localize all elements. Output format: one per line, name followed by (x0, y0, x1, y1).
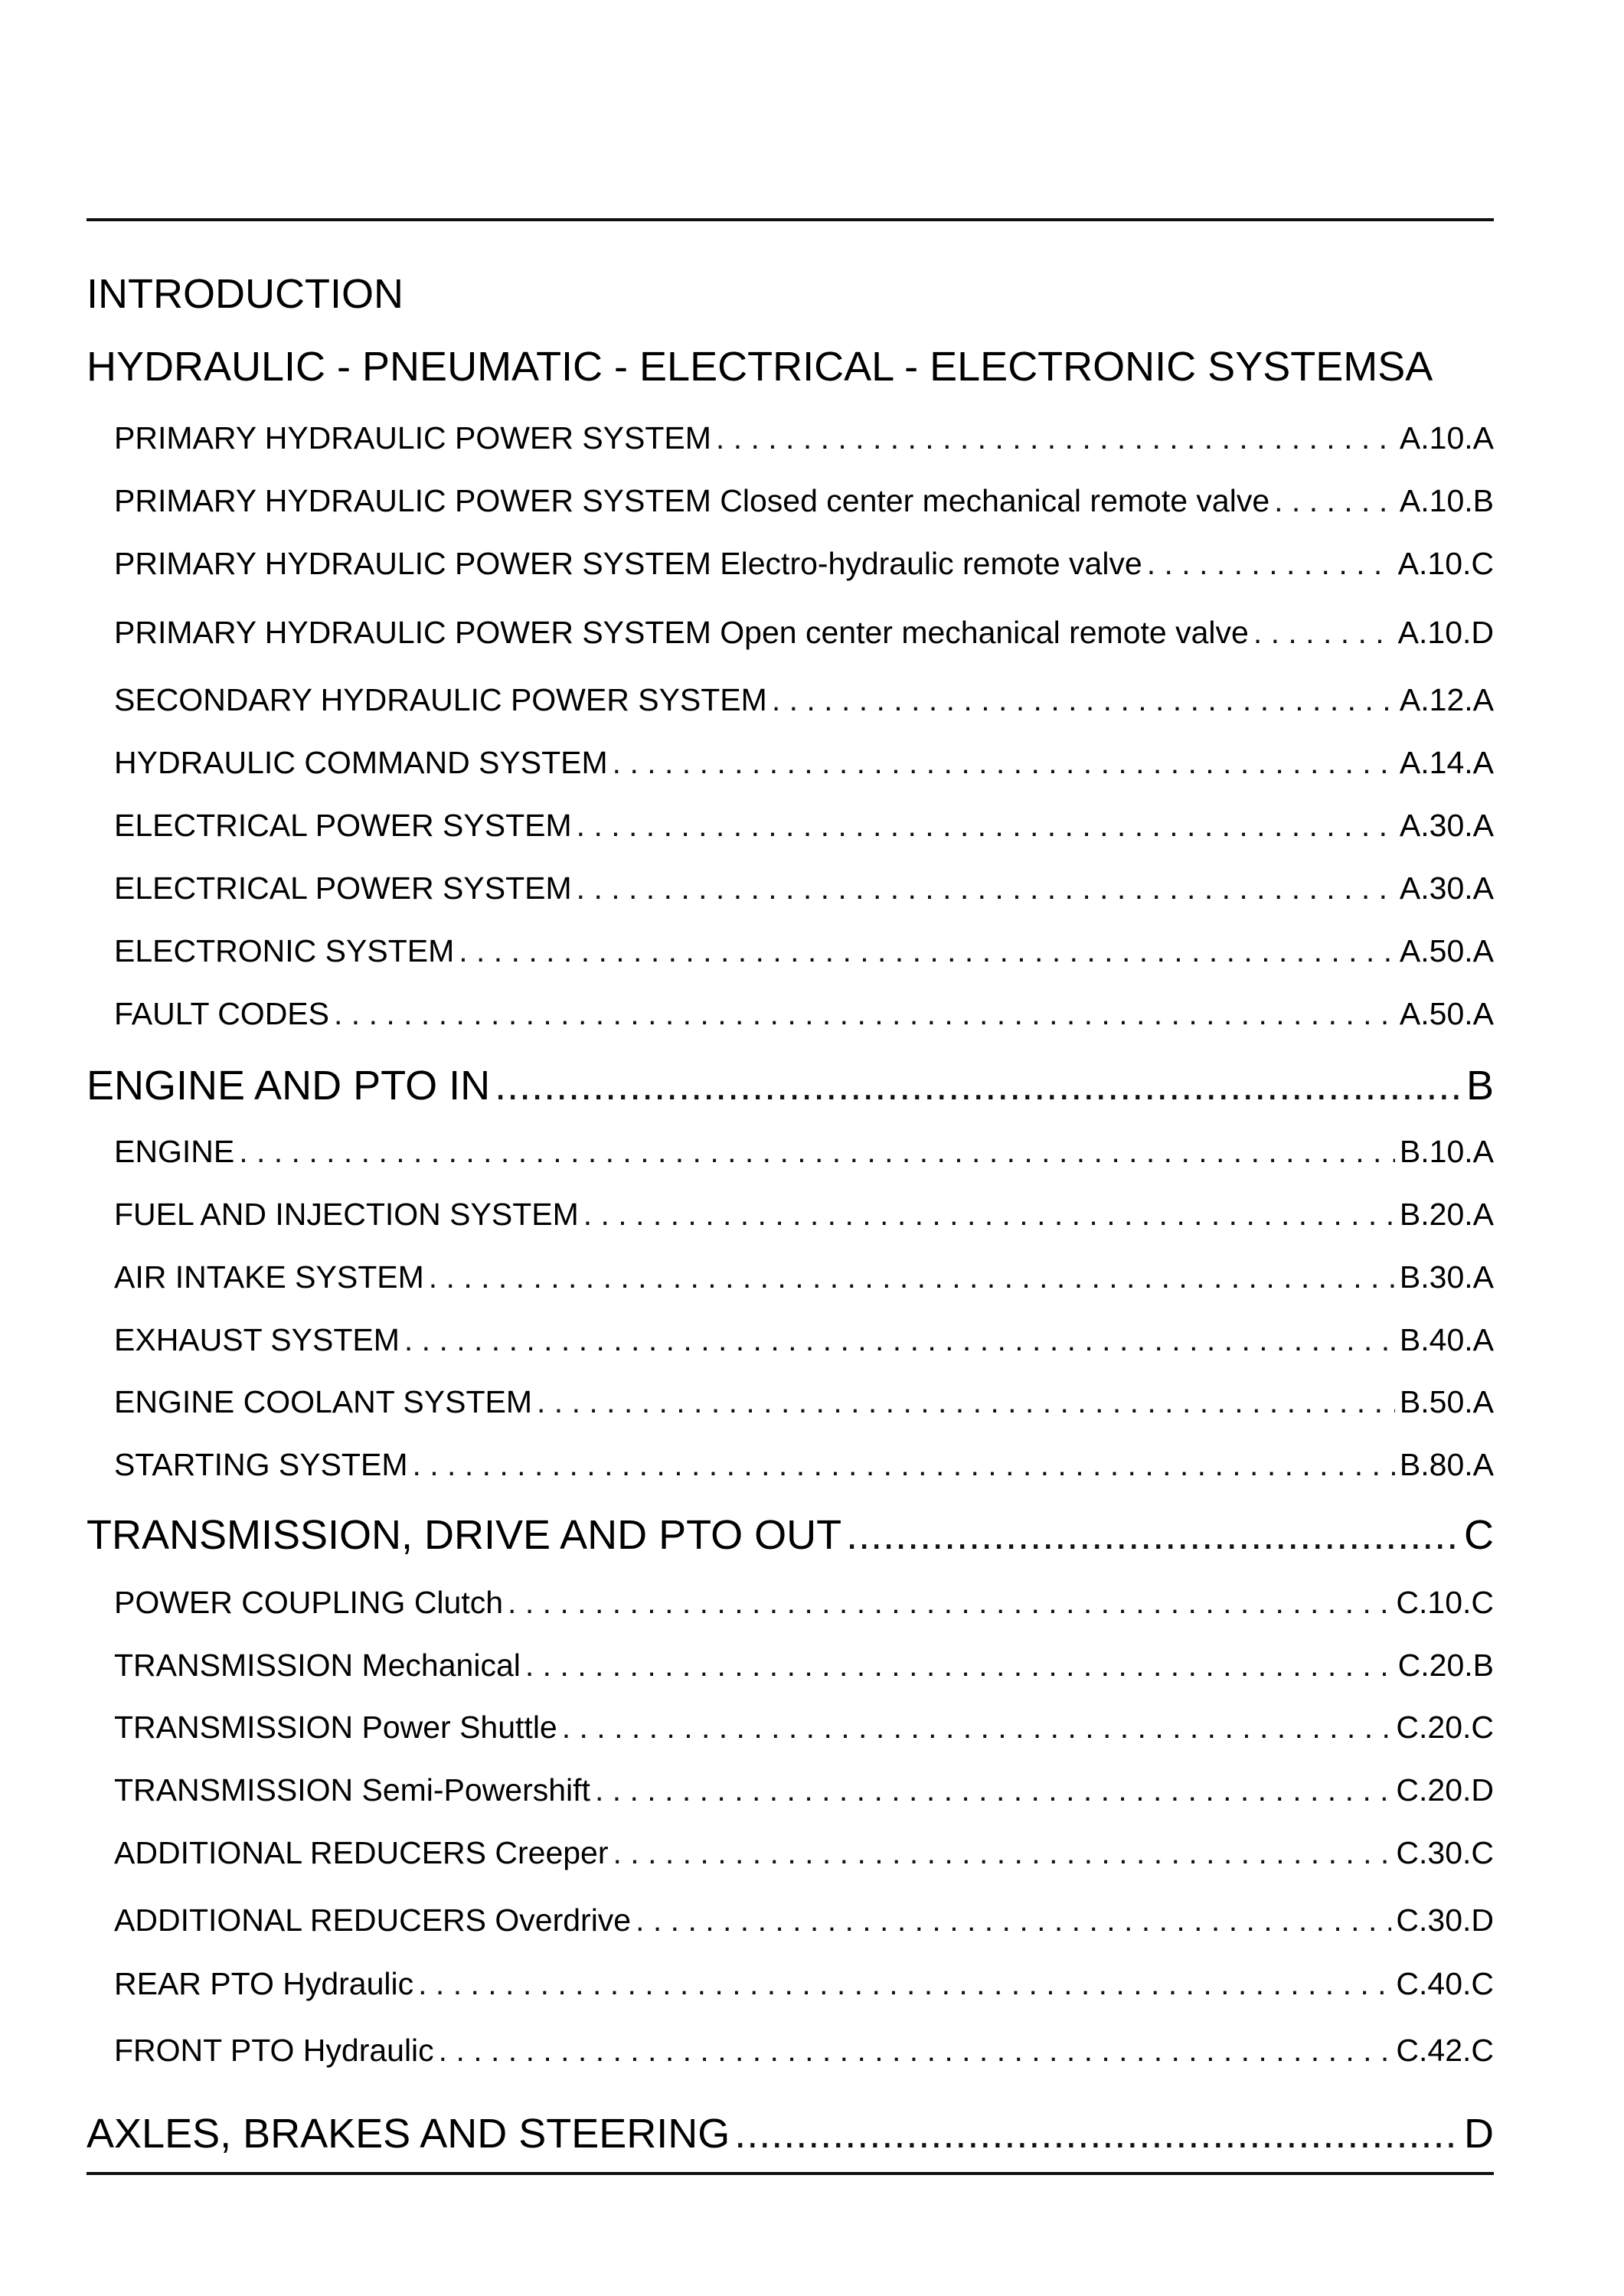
entry-code: A.50.A (1399, 933, 1494, 968)
entry-code: A.50.A (1399, 996, 1494, 1031)
heading-code: B (1466, 1063, 1494, 1109)
entry-label: ELECTRICAL POWER SYSTEM (114, 808, 572, 843)
leader-dots (577, 806, 1395, 844)
toc-entry[interactable] (114, 1583, 1494, 1622)
entry-code: A.10.D (1397, 615, 1494, 650)
entry-label: PRIMARY HYDRAULIC POWER SYSTEM Closed center mechanical remote valve (114, 483, 1270, 518)
leader-dots (583, 1195, 1395, 1233)
entry-label: STARTING SYSTEM (114, 1447, 408, 1482)
leader-dots (429, 1258, 1395, 1296)
entry-code: B.10.A (1399, 1134, 1494, 1169)
entry-code: A.14.A (1399, 745, 1494, 780)
toc-entry[interactable] (114, 1834, 1494, 1872)
leader-dots (595, 1771, 1391, 1809)
entry-code: C.40.C (1396, 1966, 1494, 2001)
heading-code: A (1405, 344, 1433, 390)
entry-code: A.10.B (1399, 483, 1494, 518)
leader-dots (404, 1321, 1395, 1359)
toc-entry[interactable] (114, 1258, 1494, 1296)
entry-label: TRANSMISSION Power Shuttle (114, 1710, 557, 1745)
leader-dots (1147, 544, 1394, 583)
toc-entry[interactable] (114, 932, 1494, 970)
toc-entry[interactable] (114, 1901, 1494, 1939)
entry-label: ELECTRONIC SYSTEM (114, 933, 455, 968)
toc-entry[interactable] (114, 743, 1494, 782)
entry-label: ELECTRICAL POWER SYSTEM (114, 870, 572, 906)
heading-code: C (1464, 1512, 1494, 1558)
entry-code: C.20.D (1396, 1772, 1494, 1808)
leader-dots (525, 1646, 1394, 1684)
entry-code: C.30.C (1396, 1835, 1494, 1870)
toc-entry[interactable] (114, 1708, 1494, 1746)
toc-entry[interactable] (114, 1445, 1494, 1484)
entry-label: TRANSMISSION Semi-Powershift (114, 1772, 590, 1808)
entry-code: B.40.A (1399, 1322, 1494, 1357)
leader-dots (613, 1834, 1392, 1872)
entry-code: A.12.A (1399, 682, 1494, 717)
entry-label: PRIMARY HYDRAULIC POWER SYSTEM Open center mechanical remote valve (114, 615, 1249, 650)
entry-label: REAR PTO Hydraulic (114, 1966, 414, 2001)
entry-label: POWER COUPLING Clutch (114, 1585, 504, 1620)
entry-code: B.20.A (1399, 1197, 1494, 1232)
leader-dots (613, 743, 1395, 782)
entry-code: C.42.C (1396, 2033, 1494, 2068)
top-rule (87, 218, 1494, 221)
entry-code: A.10.A (1399, 420, 1494, 456)
entry-label: SECONDARY HYDRAULIC POWER SYSTEM (114, 682, 767, 717)
entry-label: PRIMARY HYDRAULIC POWER SYSTEM Electro-hydraulic remote valve (114, 546, 1142, 581)
entry-code: C.30.D (1396, 1902, 1494, 1938)
heading-label: TRANSMISSION, DRIVE AND PTO OUT (87, 1512, 842, 1558)
leader-dots (334, 994, 1395, 1033)
leader-dots (1253, 613, 1394, 652)
leader-dots (846, 1511, 1459, 1560)
leader-dots (418, 1965, 1391, 2003)
entry-label: HYDRAULIC COMMAND SYSTEM (114, 745, 608, 780)
heading-label: HYDRAULIC - PNEUMATIC - ELECTRICAL - ELECTRONIC SYSTEMS (87, 344, 1406, 390)
entry-label: ENGINE (114, 1134, 235, 1169)
leader-dots (577, 869, 1395, 907)
entry-code: A.30.A (1399, 870, 1494, 906)
entry-code: C.20.C (1396, 1710, 1494, 1745)
toc-entry[interactable] (114, 1771, 1494, 1809)
toc-entry[interactable] (114, 1383, 1494, 1421)
entry-code: A.30.A (1399, 808, 1494, 843)
toc-entry[interactable] (114, 1646, 1494, 1684)
entry-code: C.20.B (1397, 1648, 1494, 1683)
toc-entry[interactable] (114, 482, 1494, 520)
entry-code: B.80.A (1399, 1447, 1494, 1482)
toc-entry[interactable] (114, 1195, 1494, 1233)
entry-label: AIR INTAKE SYSTEM (114, 1259, 424, 1295)
heading-label: AXLES, BRAKES AND STEERING (87, 2111, 730, 2157)
toc-heading-section-a[interactable] (87, 342, 1494, 391)
bottom-rule (87, 2172, 1494, 2175)
entry-label: ADDITIONAL REDUCERS Creeper (114, 1835, 609, 1870)
toc-entry[interactable] (114, 1321, 1494, 1359)
entry-label: EXHAUST SYSTEM (114, 1322, 400, 1357)
heading-label: INTRODUCTION (87, 271, 404, 317)
entry-label: ADDITIONAL REDUCERS Overdrive (114, 1902, 632, 1938)
entry-code: C.10.C (1396, 1585, 1494, 1620)
leader-dots (495, 1061, 1462, 1110)
toc-entry[interactable] (114, 544, 1494, 583)
heading-label: ENGINE AND PTO IN (87, 1063, 491, 1109)
leader-dots (636, 1901, 1391, 1939)
leader-dots (459, 932, 1395, 970)
leader-dots (734, 2109, 1459, 2158)
leader-dots (439, 2031, 1392, 2069)
entry-code: A.10.C (1397, 546, 1494, 581)
toc-entry[interactable] (114, 1132, 1494, 1171)
leader-dots (412, 1445, 1394, 1484)
leader-dots (562, 1708, 1392, 1746)
toc-entry[interactable] (114, 806, 1494, 844)
toc-heading-section-c[interactable] (87, 1511, 1494, 1560)
toc-heading-section-d[interactable] (87, 2109, 1494, 2158)
entry-label: FAULT CODES (114, 996, 329, 1031)
leader-dots (772, 681, 1395, 719)
leader-dots (716, 419, 1395, 457)
toc-entry[interactable] (114, 613, 1494, 652)
entry-label: FRONT PTO Hydraulic (114, 2033, 434, 2068)
entry-code: B.30.A (1399, 1259, 1494, 1295)
entry-label: TRANSMISSION Mechanical (114, 1648, 521, 1683)
entry-label: PRIMARY HYDRAULIC POWER SYSTEM (114, 420, 711, 456)
leader-dots (508, 1583, 1391, 1622)
toc-entry[interactable] (114, 1965, 1494, 2003)
toc-entry[interactable] (114, 2031, 1494, 2069)
toc-heading-introduction[interactable] (87, 269, 1494, 318)
heading-code: D (1464, 2111, 1494, 2157)
toc-heading-section-b[interactable] (87, 1061, 1494, 1110)
entry-label: FUEL AND INJECTION SYSTEM (114, 1197, 579, 1232)
toc-entry[interactable] (114, 681, 1494, 719)
leader-dots (537, 1383, 1395, 1421)
toc-entry[interactable] (114, 994, 1494, 1033)
entry-label: ENGINE COOLANT SYSTEM (114, 1384, 533, 1419)
leader-dots (1274, 482, 1395, 520)
toc-entry[interactable] (114, 869, 1494, 907)
entry-code: B.50.A (1399, 1384, 1494, 1419)
leader-dots (239, 1132, 1395, 1171)
toc-entry[interactable] (114, 419, 1494, 457)
